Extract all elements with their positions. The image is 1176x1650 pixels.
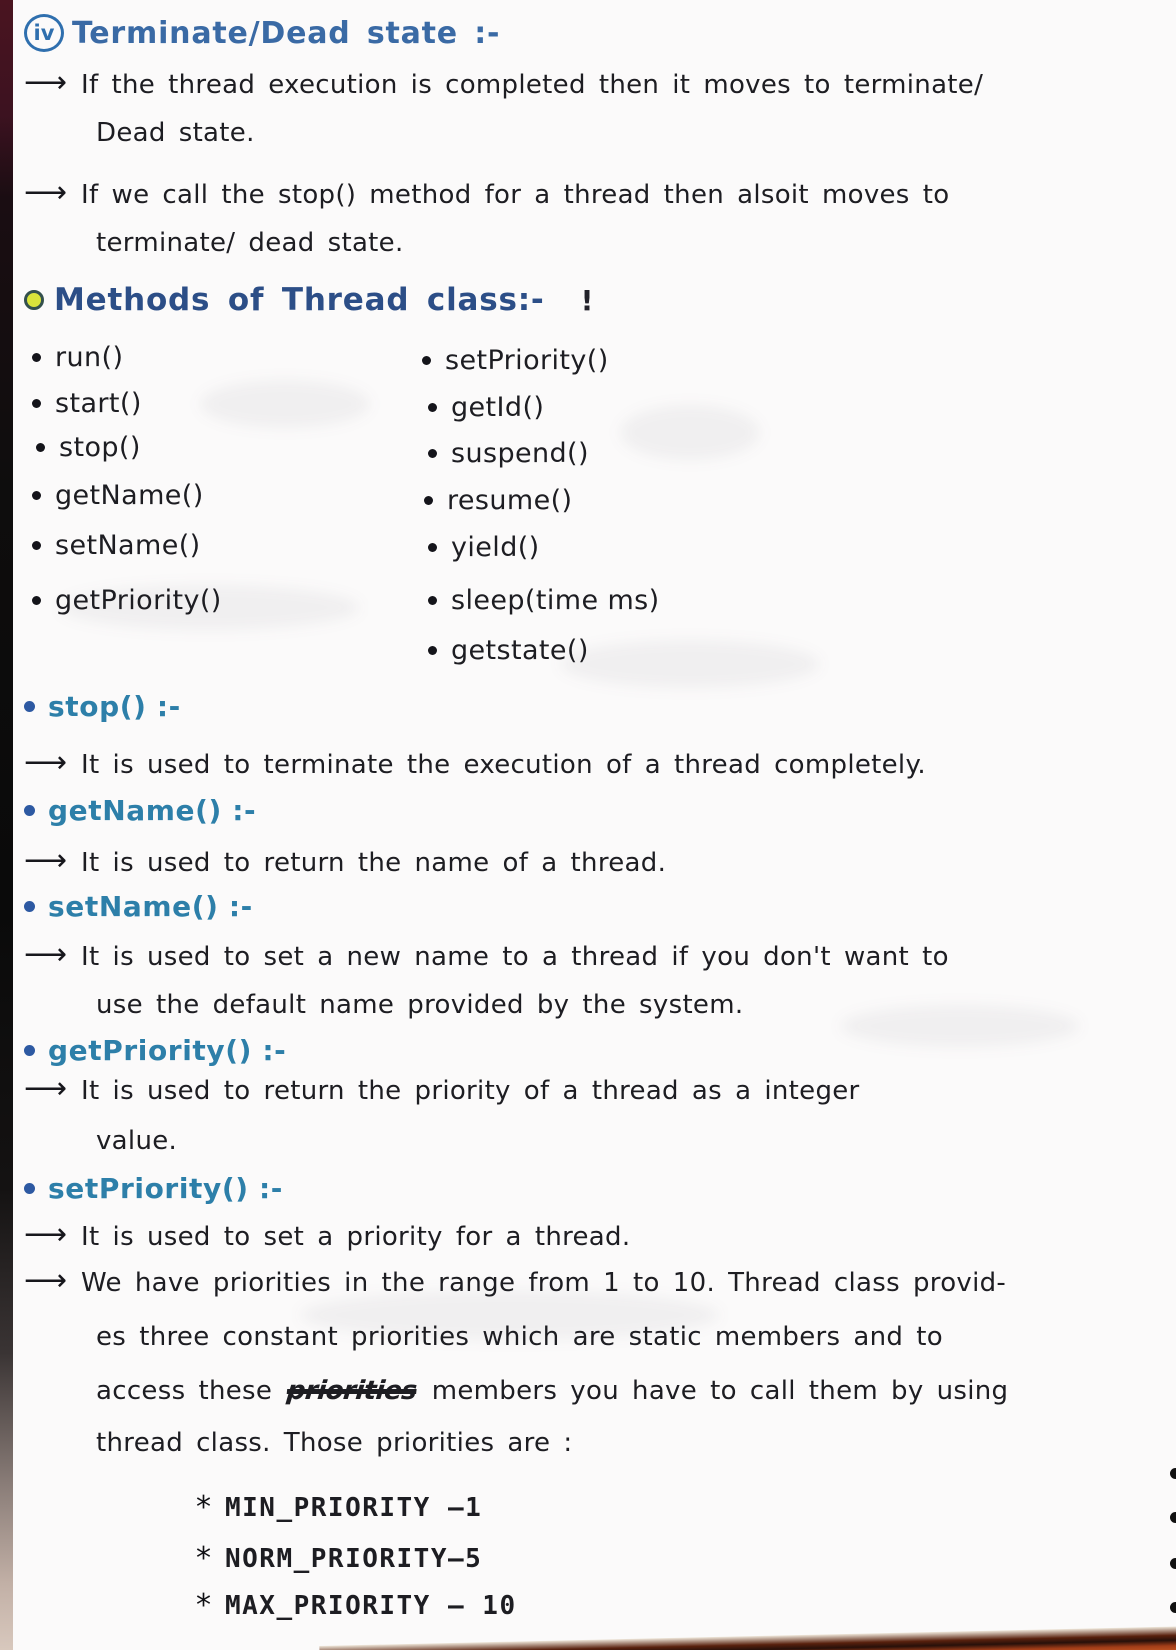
method-name: getName() :- bbox=[48, 794, 257, 827]
detail-setpriority-desc bbox=[24, 1217, 1174, 1254]
detail-getpriority-desc bbox=[24, 1071, 1174, 1108]
arrow-icon: ⟶ bbox=[24, 745, 66, 780]
constant-text: MAX_PRIORITY – 10 bbox=[225, 1590, 517, 1621]
note-line-3 bbox=[96, 1376, 1176, 1406]
method-name: getPriority() :- bbox=[48, 1034, 287, 1067]
methods-heading bbox=[24, 282, 1174, 318]
detail-setname-desc bbox=[24, 937, 1174, 974]
constant-norm-priority bbox=[196, 1541, 1176, 1576]
detail-getname-desc bbox=[24, 843, 1174, 880]
blue-bullet-icon bbox=[24, 901, 35, 912]
desc-text: It is used to terminate the execution of a thread completely. bbox=[81, 750, 926, 780]
bullet-icon bbox=[428, 596, 437, 605]
bullet-icon bbox=[36, 443, 45, 452]
terminate-point-1-continuation: Dead state. bbox=[96, 118, 255, 148]
constant-min-priority bbox=[196, 1490, 1176, 1525]
stray-exclamation-mark: ! bbox=[580, 283, 594, 317]
binding-dot bbox=[1170, 1512, 1176, 1523]
method-item: resume() bbox=[424, 485, 572, 516]
desc-text: It is used to return the priority of a thread as a integer bbox=[81, 1076, 860, 1106]
method-name: stop() :- bbox=[48, 690, 181, 723]
bullet-icon bbox=[32, 399, 41, 408]
detail-getpriority-heading bbox=[24, 1034, 1174, 1067]
binding-dot bbox=[1170, 1558, 1176, 1569]
scan-smudge bbox=[200, 380, 370, 428]
scribbled-word: priorities bbox=[285, 1376, 419, 1406]
arrow-icon: ⟶ bbox=[24, 65, 66, 100]
roman-numeral-iv-marker: iv bbox=[24, 14, 64, 52]
method-item: setPriority() bbox=[422, 345, 609, 376]
bullet-icon bbox=[32, 491, 41, 500]
method-item: stop() bbox=[36, 432, 141, 463]
arrow-icon: ⟶ bbox=[24, 1217, 66, 1252]
asterisk-icon: * bbox=[196, 1490, 211, 1525]
section-title: Terminate/Dead state :- bbox=[72, 15, 501, 51]
blue-bullet-icon bbox=[24, 805, 35, 816]
terminate-point-2 bbox=[24, 175, 1174, 212]
note-line-3-suffix: members you have to call them by using bbox=[431, 1376, 1009, 1406]
constant-max-priority bbox=[196, 1588, 1176, 1623]
desc-text: It is used to return the name of a thread. bbox=[81, 848, 667, 878]
arrow-icon: ⟶ bbox=[24, 843, 66, 878]
arrow-icon: ⟶ bbox=[24, 937, 66, 972]
asterisk-icon: * bbox=[196, 1588, 211, 1623]
detail-setpriority-heading bbox=[24, 1172, 1174, 1205]
page-edge-shadow bbox=[0, 0, 13, 1650]
detail-setname-desc-continuation: use the default name provided by the system. bbox=[96, 990, 744, 1020]
desc-text: It is used to set a new name to a thread if you don't want to bbox=[81, 942, 949, 972]
arrow-icon: ⟶ bbox=[24, 1071, 66, 1106]
terminate-point-2-continuation: terminate/ dead state. bbox=[96, 228, 404, 258]
detail-getpriority-desc-continuation: value. bbox=[96, 1126, 178, 1156]
method-name: setName() :- bbox=[48, 890, 253, 923]
detail-getname-heading bbox=[24, 794, 1174, 827]
method-item: start() bbox=[32, 388, 142, 419]
section-terminate-heading bbox=[24, 14, 1174, 52]
blue-bullet-icon bbox=[24, 1183, 35, 1194]
constant-text: NORM_PRIORITY–5 bbox=[225, 1543, 483, 1574]
point-text: If we call the stop() method for a thread then alsoit moves to bbox=[81, 180, 950, 210]
method-item: run() bbox=[32, 342, 123, 373]
terminate-point-1 bbox=[24, 65, 1174, 102]
note-line-1: We have priorities in the range from 1 to 10. Thread class provid- bbox=[81, 1268, 1007, 1298]
method-item: suspend() bbox=[428, 438, 589, 469]
bullet-icon bbox=[428, 543, 437, 552]
method-item: getPriority() bbox=[32, 585, 222, 616]
method-item: yield() bbox=[428, 532, 540, 563]
method-name: setPriority() :- bbox=[48, 1172, 284, 1205]
note-line-2: es three constant priorities which are static members and to bbox=[96, 1322, 944, 1352]
bullet-icon bbox=[32, 541, 41, 550]
yellow-bullet-icon bbox=[24, 290, 44, 310]
constant-text: MIN_PRIORITY –1 bbox=[225, 1492, 483, 1523]
priorities-note bbox=[24, 1263, 1174, 1300]
detail-setname-heading bbox=[24, 890, 1174, 923]
bullet-icon bbox=[32, 596, 41, 605]
scan-smudge bbox=[560, 640, 820, 688]
point-text: If the thread execution is completed then it moves to terminate/ bbox=[81, 70, 984, 100]
detail-stop-heading bbox=[24, 690, 1174, 723]
arrow-icon: ⟶ bbox=[24, 175, 66, 210]
arrow-icon: ⟶ bbox=[24, 1263, 66, 1298]
method-item: getId() bbox=[428, 392, 544, 423]
method-item: getstate() bbox=[428, 635, 589, 666]
scan-smudge bbox=[620, 405, 760, 460]
asterisk-icon: * bbox=[196, 1541, 211, 1576]
bullet-icon bbox=[424, 496, 433, 505]
binding-dot bbox=[1170, 1468, 1176, 1479]
bullet-icon bbox=[428, 646, 437, 655]
note-line-4: thread class. Those priorities are : bbox=[96, 1428, 573, 1458]
bullet-icon bbox=[32, 353, 41, 362]
detail-stop-desc bbox=[24, 745, 1174, 782]
note-line-3-prefix: access these bbox=[96, 1376, 273, 1406]
method-item: sleep(time ms) bbox=[428, 585, 660, 616]
blue-bullet-icon bbox=[24, 701, 35, 712]
bullet-icon bbox=[422, 356, 431, 365]
methods-heading-text: Methods of Thread class:- bbox=[54, 282, 545, 318]
blue-bullet-icon bbox=[24, 1045, 35, 1056]
bullet-icon bbox=[428, 449, 437, 458]
method-item: setName() bbox=[32, 530, 201, 561]
binding-dot bbox=[1170, 1602, 1176, 1613]
method-item: getName() bbox=[32, 480, 204, 511]
desk-edge bbox=[319, 1626, 1176, 1650]
desc-text: It is used to set a priority for a thread. bbox=[81, 1222, 631, 1252]
bullet-icon bbox=[428, 403, 437, 412]
